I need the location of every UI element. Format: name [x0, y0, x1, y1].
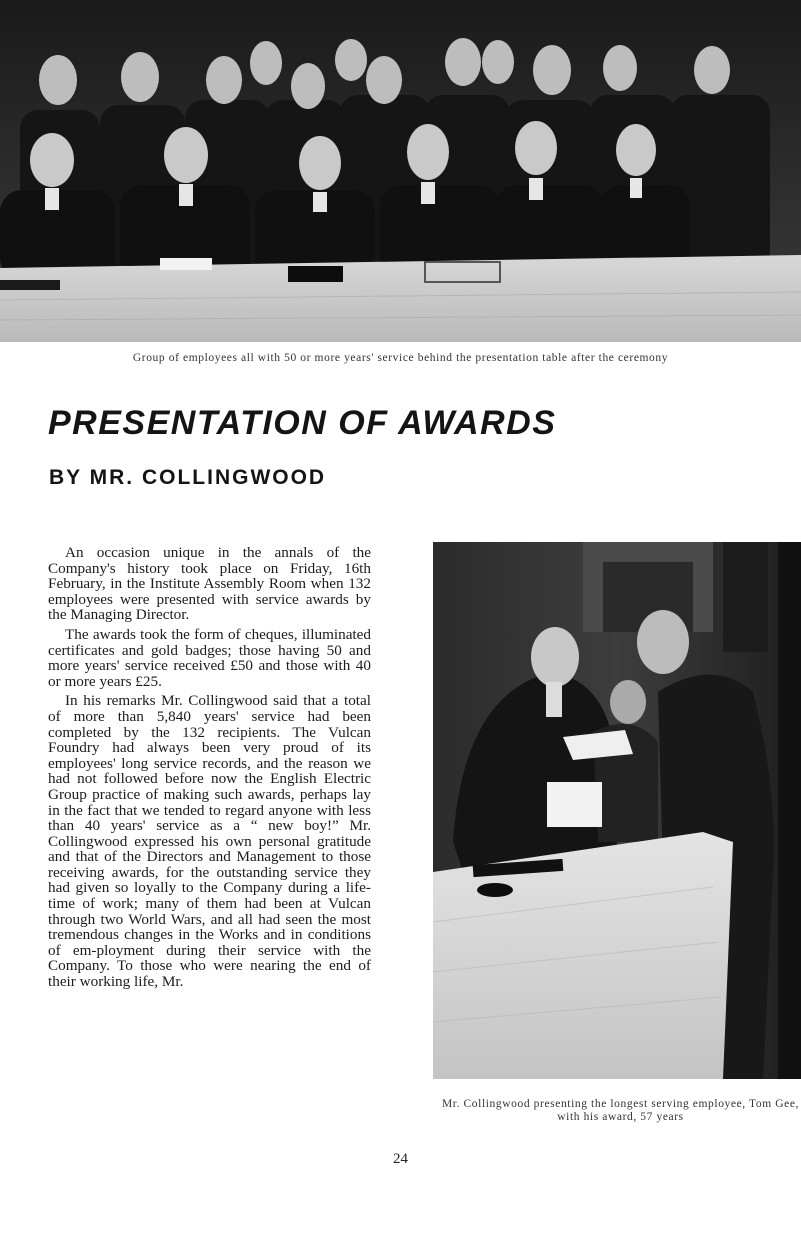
presentation-photo-illustration [433, 542, 801, 1079]
group-photo [0, 0, 801, 342]
article-paragraph: The awards took the form of cheques, illuminated certificates and gold badges; those having 50 and more years' service received £50 and those with 40 or more years £25. [48, 625, 371, 690]
page-title: PRESENTATION OF AWARDS [48, 404, 557, 442]
article-paragraph: In his remarks Mr. Collingwood said that a total of more than 5,840 years' service had been completed by the 132 recipients. The Vulcan Foundry had always been very proud of its employees' long service records, and the reason we had not followed before now the English Electric Group practice of making such awards, perhaps lay in the fact that we tended to regard anyone with less than 40 years' service as a “ new boy!” Mr. Collingwood expressed his own personal gratitude and that of the Directors and Management to those receiving awards, for the outstanding service they had given so loyally to the Company during a life-time of work; many of them had been at Vulcan through two World Wars, and all had seen the most tremendous changes in the Works and in conditions of em-ployment during their service with the Company. To those who were nearing the end of their working life, Mr. [48, 692, 371, 991]
article-paragraph: An occasion unique in the annals of the Company's history took place on Friday, 16th February, in the Institute Assembly Room when 132 employees were presented with service awards by the Managing Director. [48, 544, 371, 624]
presentation-photo-caption: Mr. Collingwood presenting the longest serving employee, Tom Gee, with his award, 57 years [441, 1098, 800, 1123]
group-photo-illustration [0, 0, 801, 342]
page-number: 24 [393, 1151, 408, 1167]
presentation-photo [433, 542, 801, 1079]
article-body [48, 545, 371, 994]
page-subtitle: BY MR. COLLINGWOOD [49, 466, 327, 489]
group-photo-caption: Group of employees all with 50 or more years' service behind the presentation table after the ceremony [132, 352, 669, 364]
